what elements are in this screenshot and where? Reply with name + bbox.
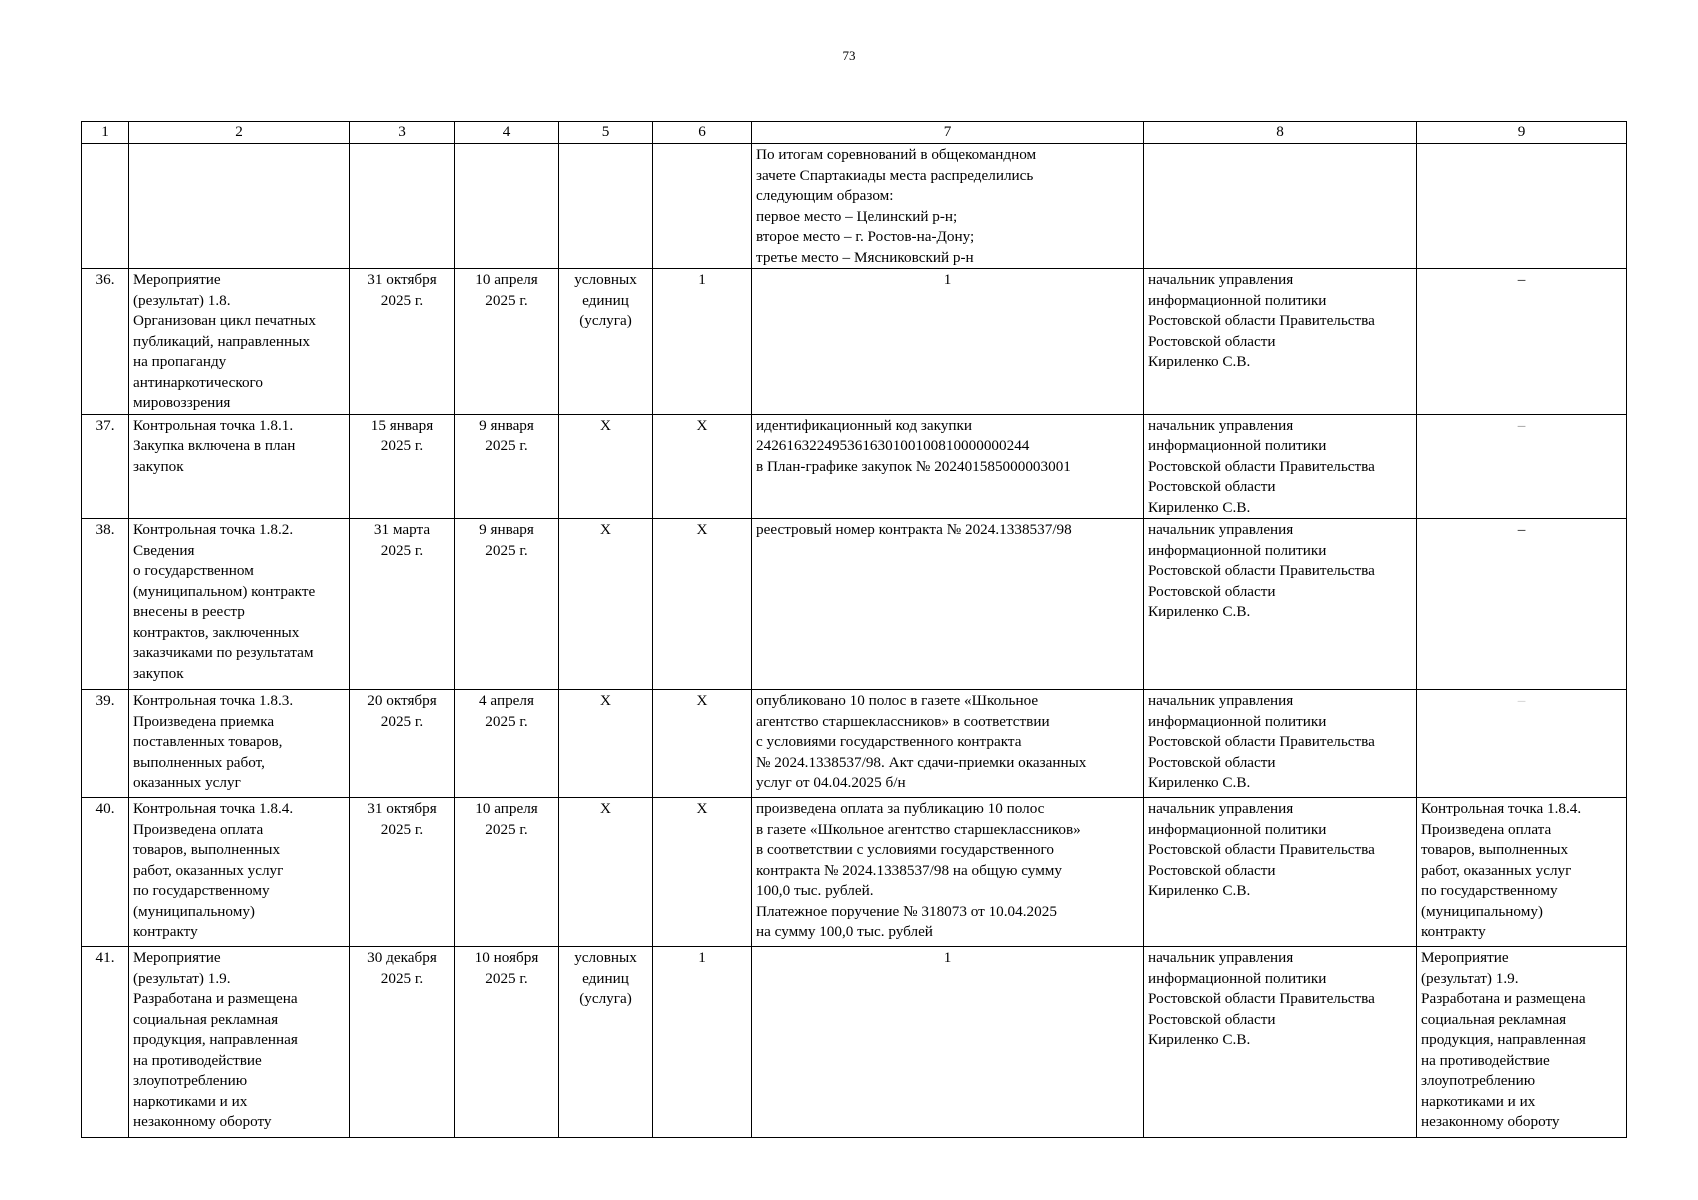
table-row	[82, 414, 1627, 519]
note: –	[1417, 269, 1627, 415]
row-number: 38.	[82, 519, 129, 690]
row-number: 40.	[82, 798, 129, 947]
fact-date: 9 января 2025 г.	[455, 519, 559, 690]
row-number: 37.	[82, 414, 129, 519]
result-text: опубликовано 10 полос в газете «Школьное агентство старшеклассников» в соответствии с условиями государственного контракта № 2024.1338537/98. Акт сдачи-приемки оказанных услуг от 04.04.2025 б/н	[752, 690, 1144, 798]
table-row	[82, 947, 1627, 1138]
event-name: Контрольная точка 1.8.4. Произведена оплата товаров, выполненных работ, оказанных услуг по государственному (муниципальному) контракту	[129, 798, 350, 947]
event-name: Мероприятие (результат) 1.8. Организован цикл печатных публикаций, направленных на пропаганду антинаркотического мировоззрения	[129, 269, 350, 415]
note: Мероприятие (результат) 1.9. Разработана и размещена социальная рекламная продукция, направленная на противодействие злоупотреблению наркотиками и их незаконному обороту	[1417, 947, 1627, 1138]
fact-date: 4 апреля 2025 г.	[455, 690, 559, 798]
plan-date: 31 октября 2025 г.	[350, 798, 455, 947]
plan-value: Х	[653, 519, 752, 690]
responsible: начальник управления информационной политики Ростовской области Правительства Ростовской области Кириленко С.В.	[1144, 690, 1417, 798]
note: –	[1417, 519, 1627, 690]
note: –	[1417, 690, 1627, 798]
plan-date: 31 октября 2025 г.	[350, 269, 455, 415]
fact-date: 10 ноября 2025 г.	[455, 947, 559, 1138]
table-row	[82, 690, 1627, 798]
note	[1417, 144, 1627, 269]
note: Контрольная точка 1.8.4. Произведена оплата товаров, выполненных работ, оказанных услуг по государственному (муниципальному) контракту	[1417, 798, 1627, 947]
col-header-9: 9	[1417, 122, 1627, 144]
col-header-1: 1	[82, 122, 129, 144]
result-text: 1	[752, 947, 1144, 1138]
row-number: 36.	[82, 269, 129, 415]
table-row	[82, 144, 1627, 269]
page-number: 73	[842, 48, 856, 63]
event-name	[129, 144, 350, 269]
row-number: 39.	[82, 690, 129, 798]
event-name: Контрольная точка 1.8.1. Закупка включена в план закупок	[129, 414, 350, 519]
event-name: Контрольная точка 1.8.3. Произведена приемка поставленных товаров, выполненных работ, оказанных услуг	[129, 690, 350, 798]
responsible: начальник управления информационной политики Ростовской области Правительства Ростовской области Кириленко С.В.	[1144, 414, 1417, 519]
responsible	[1144, 144, 1417, 269]
fact-date: 10 апреля 2025 г.	[455, 798, 559, 947]
table-row	[82, 269, 1627, 415]
unit: условных единиц (услуга)	[559, 269, 653, 415]
note: –	[1417, 414, 1627, 519]
plan-date: 20 октября 2025 г.	[350, 690, 455, 798]
report-table	[81, 121, 1627, 1138]
col-header-2: 2	[129, 122, 350, 144]
plan-value	[653, 144, 752, 269]
plan-date: 30 декабря 2025 г.	[350, 947, 455, 1138]
unit: условных единиц (услуга)	[559, 947, 653, 1138]
plan-value: Х	[653, 798, 752, 947]
plan-value: Х	[653, 414, 752, 519]
row-number: 41.	[82, 947, 129, 1138]
result-text: произведена оплата за публикацию 10 полос в газете «Школьное агентство старшеклассников» в соответствии с условиями государственного контракта № 2024.1338537/98 на общую сумму 100,0 тыс. рублей. Платежное поручение № 318073 от 10.04.2025 на сумму 100,0 тыс. рублей	[752, 798, 1144, 947]
unit: Х	[559, 519, 653, 690]
responsible: начальник управления информационной политики Ростовской области Правительства Ростовской области Кириленко С.В.	[1144, 269, 1417, 415]
fact-date: 10 апреля 2025 г.	[455, 269, 559, 415]
unit: Х	[559, 414, 653, 519]
result-text: идентификационный код закупки 242616322495361630100100810000000244 в План-графике закупок № 202401585000003001	[752, 414, 1144, 519]
responsible: начальник управления информационной политики Ростовской области Правительства Ростовской области Кириленко С.В.	[1144, 947, 1417, 1138]
fact-date: 9 января 2025 г.	[455, 414, 559, 519]
result-text: 1	[752, 269, 1144, 415]
plan-date: 31 марта 2025 г.	[350, 519, 455, 690]
event-name: Контрольная точка 1.8.2. Сведения о государственном (муниципальном) контракте внесены в реестр контрактов, заключенных заказчиками по результатам закупок	[129, 519, 350, 690]
event-name: Мероприятие (результат) 1.9. Разработана и размещена социальная рекламная продукция, направленная на противодействие злоупотреблению наркотиками и их незаконному обороту	[129, 947, 350, 1138]
plan-date	[350, 144, 455, 269]
table-row	[82, 798, 1627, 947]
plan-value: 1	[653, 947, 752, 1138]
result-text: По итогам соревнований в общекомандном зачете Спартакиады места распределились следующим образом: первое место – Целинский р-н; второе место – г. Ростов-на-Дону; третье место – Мясниковский р-н	[752, 144, 1144, 269]
responsible: начальник управления информационной политики Ростовской области Правительства Ростовской области Кириленко С.В.	[1144, 798, 1417, 947]
col-header-4: 4	[455, 122, 559, 144]
plan-date: 15 января 2025 г.	[350, 414, 455, 519]
fact-date	[455, 144, 559, 269]
row-number	[82, 144, 129, 269]
col-header-5: 5	[559, 122, 653, 144]
col-header-3: 3	[350, 122, 455, 144]
unit: Х	[559, 798, 653, 947]
unit: Х	[559, 690, 653, 798]
col-header-8: 8	[1144, 122, 1417, 144]
result-text: реестровый номер контракта № 2024.1338537/98	[752, 519, 1144, 690]
col-header-6: 6	[653, 122, 752, 144]
responsible: начальник управления информационной политики Ростовской области Правительства Ростовской области Кириленко С.В.	[1144, 519, 1417, 690]
header-row	[82, 122, 1627, 144]
col-header-7: 7	[752, 122, 1144, 144]
plan-value: Х	[653, 690, 752, 798]
unit	[559, 144, 653, 269]
table-row	[82, 519, 1627, 690]
plan-value: 1	[653, 269, 752, 415]
